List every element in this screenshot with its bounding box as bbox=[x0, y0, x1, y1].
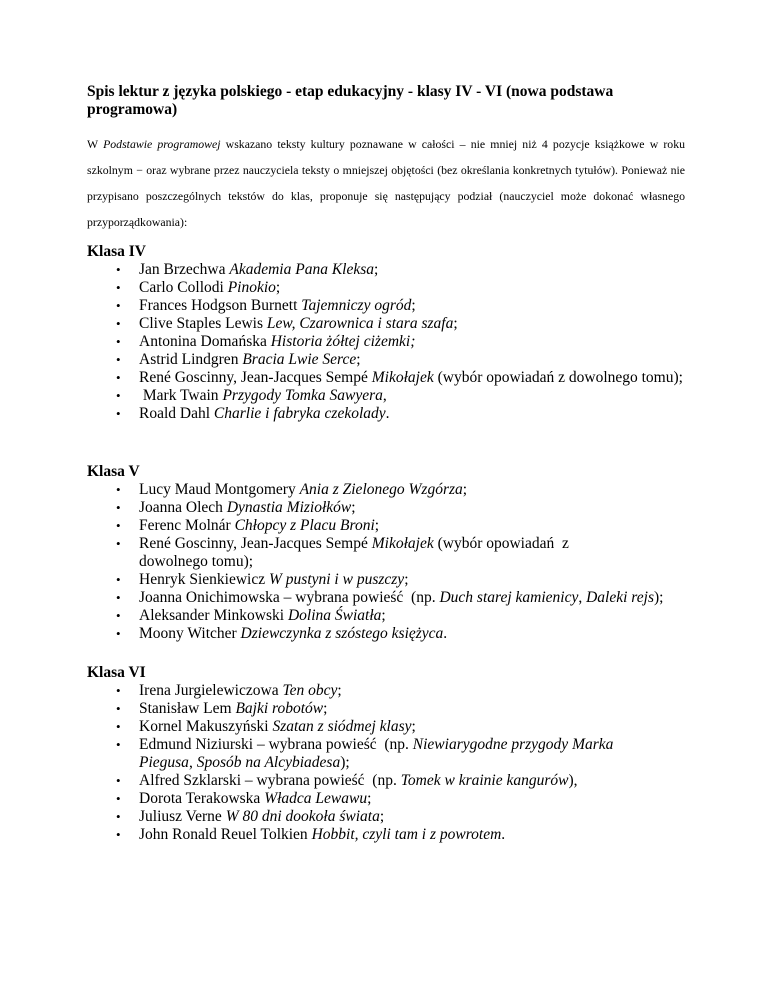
item-title: Ten obcy bbox=[282, 682, 338, 699]
list-item bbox=[87, 790, 687, 808]
list-item bbox=[87, 700, 687, 718]
item-author: Ferenc Molnár bbox=[139, 517, 235, 534]
item-title: Bajki robotów bbox=[235, 700, 324, 717]
item-author: Juliusz Verne bbox=[139, 808, 226, 825]
item-title: Dynastia Miziołków bbox=[226, 499, 352, 516]
section-klasa-vi bbox=[87, 664, 687, 844]
item-title: Daleki rejs bbox=[586, 589, 654, 606]
intro-text-start: W bbox=[87, 137, 104, 151]
item-title: Sposób na Alcybiadesa bbox=[196, 754, 341, 771]
item-title: Ania z Zielonego Wzgórza bbox=[299, 481, 463, 498]
item-title: Hobbit, czyli tam i z powrotem bbox=[311, 826, 502, 843]
item-tail: ); bbox=[340, 754, 350, 771]
item-title: Niewiarygodne przygody Marka Piegusa bbox=[139, 736, 614, 771]
item-tail: . bbox=[501, 826, 506, 843]
list-item bbox=[87, 517, 687, 535]
item-title: Tomek w krainie kangurów bbox=[400, 772, 569, 789]
item-tail: ; bbox=[453, 315, 458, 332]
item-tail: (wybór opowiadań z dowolnego tomu); bbox=[139, 535, 573, 570]
item-title: Dolina Światła bbox=[287, 607, 382, 624]
list-item bbox=[87, 625, 687, 643]
item-author: Irena Jurgielewiczowa bbox=[139, 682, 283, 699]
item-title: Chłopcy z Placu Broni bbox=[234, 517, 375, 534]
list-item bbox=[87, 736, 687, 772]
list-item bbox=[87, 826, 687, 844]
list-item bbox=[87, 499, 687, 517]
item-author: Joanna Onichimowska – wybrana powieść (np. bbox=[139, 589, 440, 606]
item-title: Duch starej kamienicy bbox=[439, 589, 579, 606]
list-item bbox=[87, 808, 687, 826]
item-tail: ; bbox=[367, 790, 372, 807]
item-author: Mark Twain bbox=[139, 387, 223, 404]
item-title: Tajemniczy ogród bbox=[301, 297, 412, 314]
list-item bbox=[87, 772, 687, 790]
item-tail: ; bbox=[351, 499, 356, 516]
list-item bbox=[87, 718, 687, 736]
list-item bbox=[87, 607, 687, 625]
list-item bbox=[87, 297, 687, 315]
item-tail: ; bbox=[323, 700, 328, 717]
item-tail: ; bbox=[275, 279, 281, 296]
item-tail: (wybór opowiadań z dowolnego tomu); bbox=[433, 369, 683, 386]
item-author: Clive Staples Lewis bbox=[139, 315, 267, 332]
item-author: Frances Hodgson Burnett bbox=[139, 297, 302, 314]
intro-italic-term: Podstawie programowej bbox=[103, 137, 221, 151]
section-heading: Klasa VI bbox=[87, 664, 146, 681]
item-author: Lucy Maud Montgomery bbox=[139, 481, 300, 498]
item-tail: ; bbox=[462, 481, 468, 498]
list-item bbox=[87, 682, 687, 700]
item-author: Jan Brzechwa bbox=[139, 261, 230, 278]
item-tail: . bbox=[443, 625, 448, 642]
list-item bbox=[87, 481, 687, 499]
list-item bbox=[87, 351, 687, 369]
list-item bbox=[87, 333, 687, 351]
item-tail: ; bbox=[379, 808, 385, 825]
book-list bbox=[87, 481, 687, 643]
item-title: Historia żółtej ciżemki; bbox=[270, 333, 416, 350]
item-author: John Ronald Reuel Tolkien bbox=[139, 826, 312, 843]
item-tail: ; bbox=[374, 517, 380, 534]
list-item bbox=[87, 571, 687, 589]
intro-text-rest: wskazano teksty kultury poznawane w całości – nie mniej niż 4 pozycje książkowe w roku szkolnym − oraz wybrane przez nauczyciela teksty o mniejszej objętości (bez określania konkretnych tytułów). Ponieważ nie przypisano poszczególnych tekstów do klas, proponuje się następujący podział (nauczyciel może dokonać własnego przyporządkowania): bbox=[87, 137, 685, 229]
book-list bbox=[87, 682, 687, 844]
item-title: Akademia Pana Kleksa bbox=[229, 261, 375, 278]
item-title: W 80 dni dookoła świata bbox=[225, 808, 380, 825]
item-title: Bracia Lwie Serce bbox=[242, 351, 357, 368]
item-title: Lew, Czarownica i stara szafa bbox=[266, 315, 454, 332]
section-klasa-v bbox=[87, 463, 687, 643]
item-author: Roald Dahl bbox=[139, 405, 214, 422]
item-tail: ; bbox=[374, 261, 379, 278]
item-author: Astrid Lindgren bbox=[139, 351, 243, 368]
item-author: René Goscinny, Jean-Jacques Sempé bbox=[139, 535, 372, 552]
item-author: Dorota Terakowska bbox=[139, 790, 265, 807]
item-tail: ; bbox=[404, 571, 409, 588]
section-heading: Klasa IV bbox=[87, 243, 146, 260]
item-title: Dziewczynka z szóstego księżyca bbox=[240, 625, 444, 642]
item-tail: , bbox=[578, 589, 587, 606]
item-author: Moony Witcher bbox=[139, 625, 241, 642]
list-item bbox=[87, 369, 687, 387]
item-title: Przygody Tomka Sawyera bbox=[222, 387, 383, 404]
item-title: Władca Lewawu bbox=[264, 790, 368, 807]
item-title: Pinokio bbox=[227, 279, 276, 296]
item-title: Mikołajek bbox=[371, 369, 434, 386]
item-author: Antonina Domańska bbox=[139, 333, 271, 350]
list-item bbox=[87, 315, 687, 333]
item-tail: ), bbox=[568, 772, 578, 789]
book-list bbox=[87, 261, 687, 423]
item-tail: ); bbox=[653, 589, 664, 606]
list-item bbox=[87, 279, 687, 297]
item-tail: ; bbox=[411, 297, 416, 314]
list-item bbox=[87, 535, 687, 571]
list-item bbox=[87, 405, 687, 423]
item-author: Stanisław Lem bbox=[139, 700, 236, 717]
item-tail: ; bbox=[411, 718, 416, 735]
section-klasa-iv bbox=[87, 243, 687, 423]
section-heading: Klasa V bbox=[87, 463, 140, 480]
item-tail: , bbox=[382, 387, 387, 404]
document-title: Spis lektur z języka polskiego - etap edukacyjny - klasy IV - VI (nowa podstawa programowa) bbox=[87, 83, 614, 118]
item-tail: ; bbox=[356, 351, 361, 368]
item-author: Carlo Collodi bbox=[139, 279, 228, 296]
item-title: W pustyni i w puszczy bbox=[269, 571, 405, 588]
intro-paragraph bbox=[87, 131, 685, 235]
item-author: Alfred Szklarski – wybrana powieść (np. bbox=[139, 772, 401, 789]
item-tail: . bbox=[385, 405, 390, 422]
item-title: Mikołajek bbox=[371, 535, 434, 552]
item-author: Joanna Olech bbox=[139, 499, 227, 516]
item-author: Edmund Niziurski – wybrana powieść (np. bbox=[139, 736, 413, 753]
item-author: Aleksander Minkowski bbox=[139, 607, 288, 624]
item-title: Szatan z siódmej klasy bbox=[272, 718, 412, 735]
item-author: Kornel Makuszyński bbox=[139, 718, 273, 735]
item-tail: ; bbox=[337, 682, 342, 699]
item-tail: , bbox=[188, 754, 197, 771]
item-author: Henryk Sienkiewicz bbox=[139, 571, 269, 588]
list-item bbox=[87, 387, 687, 405]
item-tail: ; bbox=[381, 607, 386, 624]
item-author: René Goscinny, Jean-Jacques Sempé bbox=[139, 369, 372, 386]
list-item bbox=[87, 261, 687, 279]
item-title: Charlie i fabryka czekolady bbox=[213, 405, 386, 422]
list-item bbox=[87, 589, 687, 607]
